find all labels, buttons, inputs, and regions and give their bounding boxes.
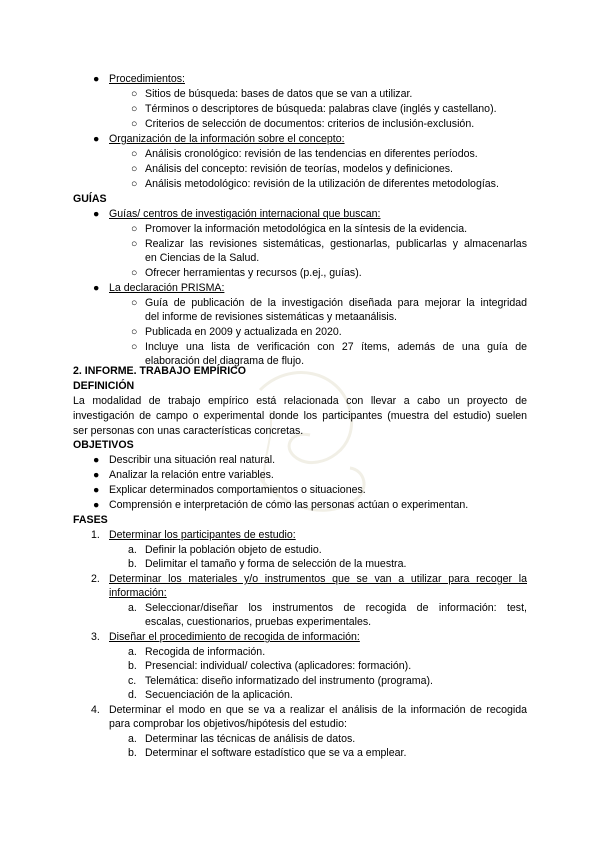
sub-item: Definir la población objeto de estudio. — [145, 544, 322, 556]
list-item: Análisis metodológico: revisión de la utilización de diferentes metodologías. — [145, 178, 499, 190]
phase-number: 1. — [91, 529, 100, 541]
list-item-continuation: en Ciencias de la Salud. — [145, 252, 260, 264]
sub-item: Seleccionar/diseñar los instrumentos de recogida de información: test, — [145, 602, 527, 614]
list-item: Promover la información metodológica en la síntesis de la evidencia. — [145, 223, 468, 235]
sub-item: Telemática: diseño informatizado del instrumento (programa). — [145, 675, 433, 687]
circle-bullet-icon: ○ — [131, 118, 138, 130]
circle-bullet-icon: ○ — [131, 88, 138, 100]
sub-item: Recogida de información. — [145, 646, 266, 658]
list-item: Guía de publicación de la investigación diseñada para mejorar la integridad — [145, 297, 527, 309]
list-item: Ofrecer herramientas y recursos (p.ej., guías). — [145, 267, 362, 279]
list-item: Describir una situación real natural. — [109, 454, 276, 466]
bullet-icon: ● — [93, 133, 100, 145]
sub-item-continuation: escalas, cuestionarios, pruebas experimentales. — [145, 616, 372, 628]
phase-title: Determinar el modo en que se va a realizar el análisis de la información de recogida — [109, 704, 527, 716]
phase-title-continuation: información: — [109, 587, 167, 599]
sub-item-marker: d. — [128, 689, 137, 701]
bullet-icon: ● — [93, 208, 100, 220]
list-item-continuation: elaboración del diagrama de flujo. — [145, 355, 305, 367]
list-item: Análisis cronológico: revisión de las tendencias en diferentes períodos. — [145, 148, 478, 160]
sub-item-marker: a. — [128, 602, 137, 614]
paragraph-line: investigación de campo o experimental donde los participantes (muestra del estudio) suelen — [73, 410, 527, 422]
bullet-icon: ● — [93, 73, 100, 85]
sub-item-marker: b. — [128, 558, 137, 570]
list-item: Incluye una lista de verificación con 27 ítems, además de una guía de — [145, 341, 527, 353]
circle-bullet-icon: ○ — [131, 238, 138, 250]
sub-item: Presencial: individual/ colectiva (aplicadores: formación). — [145, 660, 412, 672]
phase-title: Determinar los participantes de estudio: — [109, 529, 296, 541]
sub-item-marker: a. — [128, 733, 137, 745]
bullet-icon: ● — [93, 499, 100, 511]
sub-item: Determinar el software estadístico que se va a emplear. — [145, 747, 407, 759]
list-item-continuation: del informe de revisiones sistemáticas y metaanálisis. — [145, 311, 397, 323]
circle-bullet-icon: ○ — [131, 178, 138, 190]
list-item: Analizar la relación entre variables. — [109, 469, 274, 481]
paragraph-line: ser personas con unas características concretas. — [73, 425, 304, 437]
prisma-label: La declaración PRISMA: — [109, 282, 225, 294]
sub-item-marker: b. — [128, 660, 137, 672]
sub-item-marker: a. — [128, 646, 137, 658]
circle-bullet-icon: ○ — [131, 297, 138, 309]
list-item: Comprensión e interpretación de cómo las personas actúan o experimentan. — [109, 499, 469, 511]
fases-heading: FASES — [73, 514, 108, 526]
centros-label: Guías/ centros de investigación internacional que buscan: — [109, 208, 381, 220]
list-item: Términos o descriptores de búsqueda: palabras clave (inglés y castellano). — [145, 103, 497, 115]
sub-item: Determinar las técnicas de análisis de datos. — [145, 733, 356, 745]
bullet-icon: ● — [93, 469, 100, 481]
paragraph-line: La modalidad de trabajo empírico está relacionada con llevar a cabo un proyecto de — [73, 395, 527, 407]
sub-item-marker: a. — [128, 544, 137, 556]
objetivos-heading: OBJETIVOS — [73, 439, 134, 451]
sub-item-marker: c. — [128, 675, 137, 687]
circle-bullet-icon: ○ — [131, 103, 138, 115]
list-item: Publicada en 2009 y actualizada en 2020. — [145, 326, 342, 338]
informe-heading: 2. INFORME. TRABAJO EMPÍRICO — [73, 365, 247, 377]
sub-item: Secuenciación de la aplicación. — [145, 689, 293, 701]
list-item: Realizar las revisiones sistemáticas, gestionarlas, publicarlas y almacenarlas — [145, 238, 527, 250]
procedimientos-label: Procedimientos: — [109, 73, 185, 85]
phase-title-continuation: para comprobar los objetivos/hipótesis del estudio: — [109, 718, 347, 730]
bullet-icon: ● — [93, 484, 100, 496]
circle-bullet-icon: ○ — [131, 267, 138, 279]
circle-bullet-icon: ○ — [131, 223, 138, 235]
bullet-icon: ● — [93, 282, 100, 294]
circle-bullet-icon: ○ — [131, 163, 138, 175]
circle-bullet-icon: ○ — [131, 341, 138, 353]
circle-bullet-icon: ○ — [131, 148, 138, 160]
sub-item: Delimitar el tamaño y forma de selección de la muestra. — [145, 558, 407, 570]
list-item: Explicar determinados comportamientos o situaciones. — [109, 484, 366, 496]
list-item: Análisis del concepto: revisión de teorías, modelos y definiciones. — [145, 163, 453, 175]
circle-bullet-icon: ○ — [131, 326, 138, 338]
list-item: Criterios de selección de documentos: criterios de inclusión-exclusión. — [145, 118, 475, 130]
phase-title: Determinar los materiales y/o instrumentos que se van a utilizar para recoger la — [109, 573, 527, 585]
definicion-heading: DEFINICIÓN — [73, 380, 135, 392]
phase-title: Diseñar el procedimiento de recogida de información: — [109, 631, 360, 643]
bullet-icon: ● — [93, 454, 100, 466]
phase-number: 2. — [91, 573, 100, 585]
list-item: Sitios de búsqueda: bases de datos que se van a utilizar. — [145, 88, 413, 100]
organizacion-label: Organización de la información sobre el concepto: — [109, 133, 345, 145]
phase-number: 4. — [91, 704, 100, 716]
sub-item-marker: b. — [128, 747, 137, 759]
phase-number: 3. — [91, 631, 100, 643]
guias-heading: GUÍAS — [73, 193, 107, 205]
